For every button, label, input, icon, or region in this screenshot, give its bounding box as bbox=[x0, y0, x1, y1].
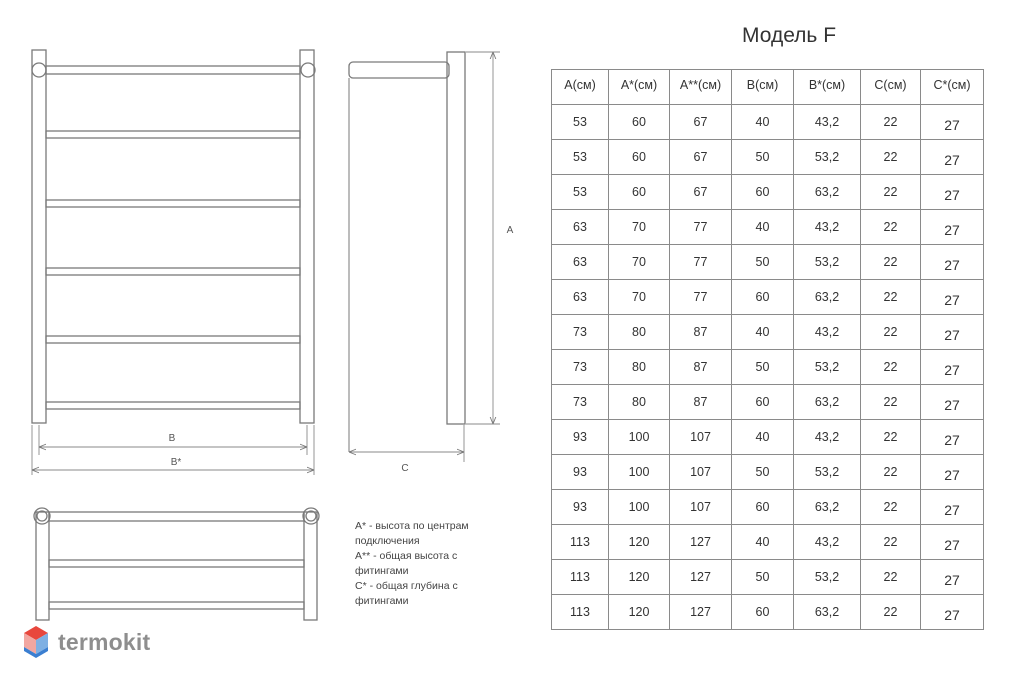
table-cell: 40 bbox=[732, 420, 794, 455]
table-cell: 50 bbox=[732, 140, 794, 175]
table-cell: 80 bbox=[609, 350, 670, 385]
table-cell: 87 bbox=[670, 350, 732, 385]
notes-legend bbox=[355, 519, 469, 609]
table-cell: 27 bbox=[921, 210, 984, 245]
table-cell: 107 bbox=[670, 455, 732, 490]
table-cell: 60 bbox=[732, 595, 794, 630]
table-cell: 100 bbox=[609, 420, 670, 455]
table-cell: 70 bbox=[609, 210, 670, 245]
table-row bbox=[552, 245, 984, 280]
table-row bbox=[552, 350, 984, 385]
header-c-star: C*(см) bbox=[921, 70, 984, 105]
header-b-star: B*(см) bbox=[794, 70, 861, 105]
front-bar-6 bbox=[46, 402, 300, 409]
table-cell: 63,2 bbox=[794, 280, 861, 315]
table-cell: 43,2 bbox=[794, 210, 861, 245]
side-dimensions bbox=[349, 52, 500, 462]
header-a-double-star: A**(см) bbox=[670, 70, 732, 105]
table-cell: 40 bbox=[732, 525, 794, 560]
table-row bbox=[552, 525, 984, 560]
table-cell: 127 bbox=[670, 525, 732, 560]
table-cell: 27 bbox=[921, 140, 984, 175]
table-cell: 67 bbox=[670, 175, 732, 210]
table-cell: 22 bbox=[861, 210, 921, 245]
side-top-bar bbox=[349, 62, 449, 78]
dimensions-table bbox=[551, 69, 984, 630]
table-cell: 22 bbox=[861, 245, 921, 280]
table-cell: 27 bbox=[921, 420, 984, 455]
header-a: A(см) bbox=[552, 70, 609, 105]
right-post bbox=[300, 50, 314, 423]
table-cell: 27 bbox=[921, 280, 984, 315]
table-cell: 100 bbox=[609, 490, 670, 525]
table-cell: 80 bbox=[609, 315, 670, 350]
table-cell: 120 bbox=[609, 525, 670, 560]
table-cell: 87 bbox=[670, 315, 732, 350]
top-view-left-post bbox=[36, 512, 49, 620]
table-cell: 93 bbox=[552, 455, 609, 490]
table-cell: 50 bbox=[732, 350, 794, 385]
front-view-drawing bbox=[32, 50, 315, 423]
table-cell: 27 bbox=[921, 385, 984, 420]
table-cell: 53,2 bbox=[794, 455, 861, 490]
table-cell: 27 bbox=[921, 315, 984, 350]
table-cell: 40 bbox=[732, 105, 794, 140]
table-cell: 63,2 bbox=[794, 490, 861, 525]
table-cell: 22 bbox=[861, 490, 921, 525]
table-cell: 22 bbox=[861, 350, 921, 385]
table-cell: 60 bbox=[609, 175, 670, 210]
table-cell: 50 bbox=[732, 455, 794, 490]
table-cell: 40 bbox=[732, 315, 794, 350]
table-cell: 93 bbox=[552, 420, 609, 455]
table-row bbox=[552, 175, 984, 210]
table-cell: 50 bbox=[732, 245, 794, 280]
table-cell: 22 bbox=[861, 455, 921, 490]
table-cell: 127 bbox=[670, 560, 732, 595]
table-cell: 22 bbox=[861, 420, 921, 455]
note-line: A* - высота по центрам bbox=[355, 520, 469, 532]
table-header-row bbox=[552, 70, 984, 105]
table-cell: 53 bbox=[552, 105, 609, 140]
table-cell: 80 bbox=[609, 385, 670, 420]
table-cell: 63,2 bbox=[794, 175, 861, 210]
table-cell: 93 bbox=[552, 490, 609, 525]
table-cell: 22 bbox=[861, 280, 921, 315]
front-bar-4 bbox=[46, 268, 300, 275]
table-row bbox=[552, 385, 984, 420]
table-cell: 53 bbox=[552, 140, 609, 175]
cube-icon bbox=[22, 624, 50, 660]
table-row bbox=[552, 210, 984, 245]
table-cell: 50 bbox=[732, 560, 794, 595]
table-row bbox=[552, 595, 984, 630]
dimension-label-c: C bbox=[401, 463, 409, 474]
table-cell: 67 bbox=[670, 140, 732, 175]
table-cell: 87 bbox=[670, 385, 732, 420]
table-cell: 77 bbox=[670, 210, 732, 245]
table-cell: 40 bbox=[732, 210, 794, 245]
front-bar-3 bbox=[46, 200, 300, 207]
table-cell: 53 bbox=[552, 175, 609, 210]
side-post bbox=[447, 52, 465, 424]
termokit-logo bbox=[22, 624, 150, 660]
table-cell: 43,2 bbox=[794, 525, 861, 560]
table-cell: 27 bbox=[921, 595, 984, 630]
table-cell: 70 bbox=[609, 280, 670, 315]
table-row bbox=[552, 560, 984, 595]
top-view-right-post bbox=[304, 512, 317, 620]
header-a-star: A*(см) bbox=[609, 70, 670, 105]
side-view-drawing bbox=[349, 52, 465, 452]
table-cell: 67 bbox=[670, 105, 732, 140]
top-view-bar-3 bbox=[49, 602, 304, 609]
note-line: фитингами bbox=[355, 595, 409, 607]
table-cell: 27 bbox=[921, 175, 984, 210]
logo-text: termokit bbox=[58, 628, 151, 655]
table-cell: 22 bbox=[861, 525, 921, 560]
table-cell: 113 bbox=[552, 525, 609, 560]
table-row bbox=[552, 420, 984, 455]
table-cell: 120 bbox=[609, 560, 670, 595]
table-cell: 113 bbox=[552, 560, 609, 595]
table-cell: 70 bbox=[609, 245, 670, 280]
table-cell: 22 bbox=[861, 595, 921, 630]
table-cell: 63 bbox=[552, 210, 609, 245]
table-cell: 73 bbox=[552, 385, 609, 420]
left-fitting bbox=[32, 63, 46, 77]
table-cell: 22 bbox=[861, 105, 921, 140]
table-cell: 22 bbox=[861, 140, 921, 175]
table-cell: 60 bbox=[732, 385, 794, 420]
table-cell: 53,2 bbox=[794, 245, 861, 280]
table-cell: 100 bbox=[609, 455, 670, 490]
table-cell: 53,2 bbox=[794, 140, 861, 175]
table-cell: 27 bbox=[921, 455, 984, 490]
dimension-label-b: B bbox=[168, 433, 176, 444]
table-cell: 53,2 bbox=[794, 350, 861, 385]
table-cell: 107 bbox=[670, 420, 732, 455]
table-cell: 22 bbox=[861, 175, 921, 210]
table-cell: 27 bbox=[921, 350, 984, 385]
top-view-drawing bbox=[34, 508, 319, 620]
table-cell: 77 bbox=[670, 280, 732, 315]
table-cell: 27 bbox=[921, 490, 984, 525]
table-cell: 63 bbox=[552, 245, 609, 280]
table-cell: 60 bbox=[732, 280, 794, 315]
top-view-bar-1 bbox=[49, 512, 304, 521]
note-line: C* - общая глубина с bbox=[355, 580, 458, 592]
table-cell: 77 bbox=[670, 245, 732, 280]
note-line: фитингами bbox=[355, 565, 409, 577]
table-row bbox=[552, 455, 984, 490]
top-view-bar-2 bbox=[49, 560, 304, 567]
table-row bbox=[552, 105, 984, 140]
table-cell: 63,2 bbox=[794, 595, 861, 630]
table-cell: 43,2 bbox=[794, 420, 861, 455]
model-title: Модель F bbox=[742, 24, 837, 47]
right-fitting bbox=[301, 63, 315, 77]
dimension-label-b-star: B* bbox=[170, 457, 182, 468]
table-cell: 127 bbox=[670, 595, 732, 630]
table-cell: 27 bbox=[921, 105, 984, 140]
front-bar-5 bbox=[46, 336, 300, 343]
table-cell: 63 bbox=[552, 280, 609, 315]
header-c: C(см) bbox=[861, 70, 921, 105]
table-cell: 73 bbox=[552, 315, 609, 350]
table-cell: 60 bbox=[609, 105, 670, 140]
table-row bbox=[552, 315, 984, 350]
front-bar-2 bbox=[46, 131, 300, 138]
header-b: B(см) bbox=[732, 70, 794, 105]
table-cell: 22 bbox=[861, 385, 921, 420]
note-line: подключения bbox=[355, 535, 420, 547]
table-cell: 27 bbox=[921, 560, 984, 595]
table-cell: 113 bbox=[552, 595, 609, 630]
left-post bbox=[32, 50, 46, 423]
table-cell: 22 bbox=[861, 560, 921, 595]
table-cell: 60 bbox=[732, 175, 794, 210]
table-cell: 120 bbox=[609, 595, 670, 630]
dimension-label-a: A bbox=[506, 225, 514, 236]
table-row bbox=[552, 490, 984, 525]
table-row bbox=[552, 280, 984, 315]
table-cell: 27 bbox=[921, 525, 984, 560]
table-cell: 53,2 bbox=[794, 560, 861, 595]
table-cell: 63,2 bbox=[794, 385, 861, 420]
front-bar-1 bbox=[46, 66, 300, 74]
table-row bbox=[552, 140, 984, 175]
table-cell: 73 bbox=[552, 350, 609, 385]
note-line: A** - общая высота с bbox=[355, 550, 458, 562]
table-cell: 60 bbox=[732, 490, 794, 525]
table-cell: 43,2 bbox=[794, 315, 861, 350]
table-cell: 27 bbox=[921, 245, 984, 280]
table-cell: 60 bbox=[609, 140, 670, 175]
table-cell: 43,2 bbox=[794, 105, 861, 140]
table-cell: 107 bbox=[670, 490, 732, 525]
table-cell: 22 bbox=[861, 315, 921, 350]
